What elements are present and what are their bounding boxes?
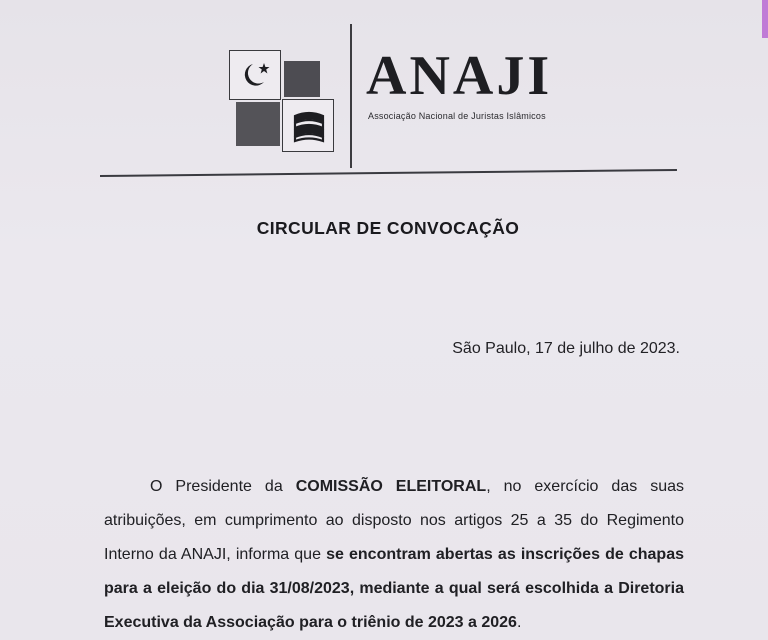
brand-name: ANAJI xyxy=(366,45,553,107)
books-icon xyxy=(290,108,328,144)
body-paragraph xyxy=(104,470,684,640)
paragraph-text xyxy=(104,470,684,640)
logo-square-top-right xyxy=(284,61,320,97)
brand-tagline: Associação Nacional de Juristas Islâmicos xyxy=(368,111,546,121)
bold-text-run: COMISSÃO ELEITORAL xyxy=(295,478,487,495)
document-title: CIRCULAR DE CONVOCAÇÃO xyxy=(256,218,520,238)
text-run: , no exercício das suas atribuições, em cumprimento ao disposto nos artigos 25 a 35 do Regimento Interno da ANAJI, informa que xyxy=(104,478,684,563)
corner-mark xyxy=(762,0,768,38)
text-run: . xyxy=(516,614,522,631)
bold-text-run: se encontram abertas as inscrições de chapas para a eleição do dia 31/08/2023, mediante a qual será escolhida a Diretoria Executiva da Associação para o triênio de 2023 a 2026 xyxy=(104,546,685,631)
crescent-star-icon xyxy=(238,60,272,90)
anaji-logo xyxy=(226,46,336,156)
header-rule xyxy=(100,169,677,177)
date-line: São Paulo, 17 de julho de 2023. xyxy=(452,340,680,357)
text-run: O Presidente da xyxy=(150,478,296,495)
logo-square-bottom-left xyxy=(236,102,280,146)
header-divider xyxy=(350,24,352,168)
